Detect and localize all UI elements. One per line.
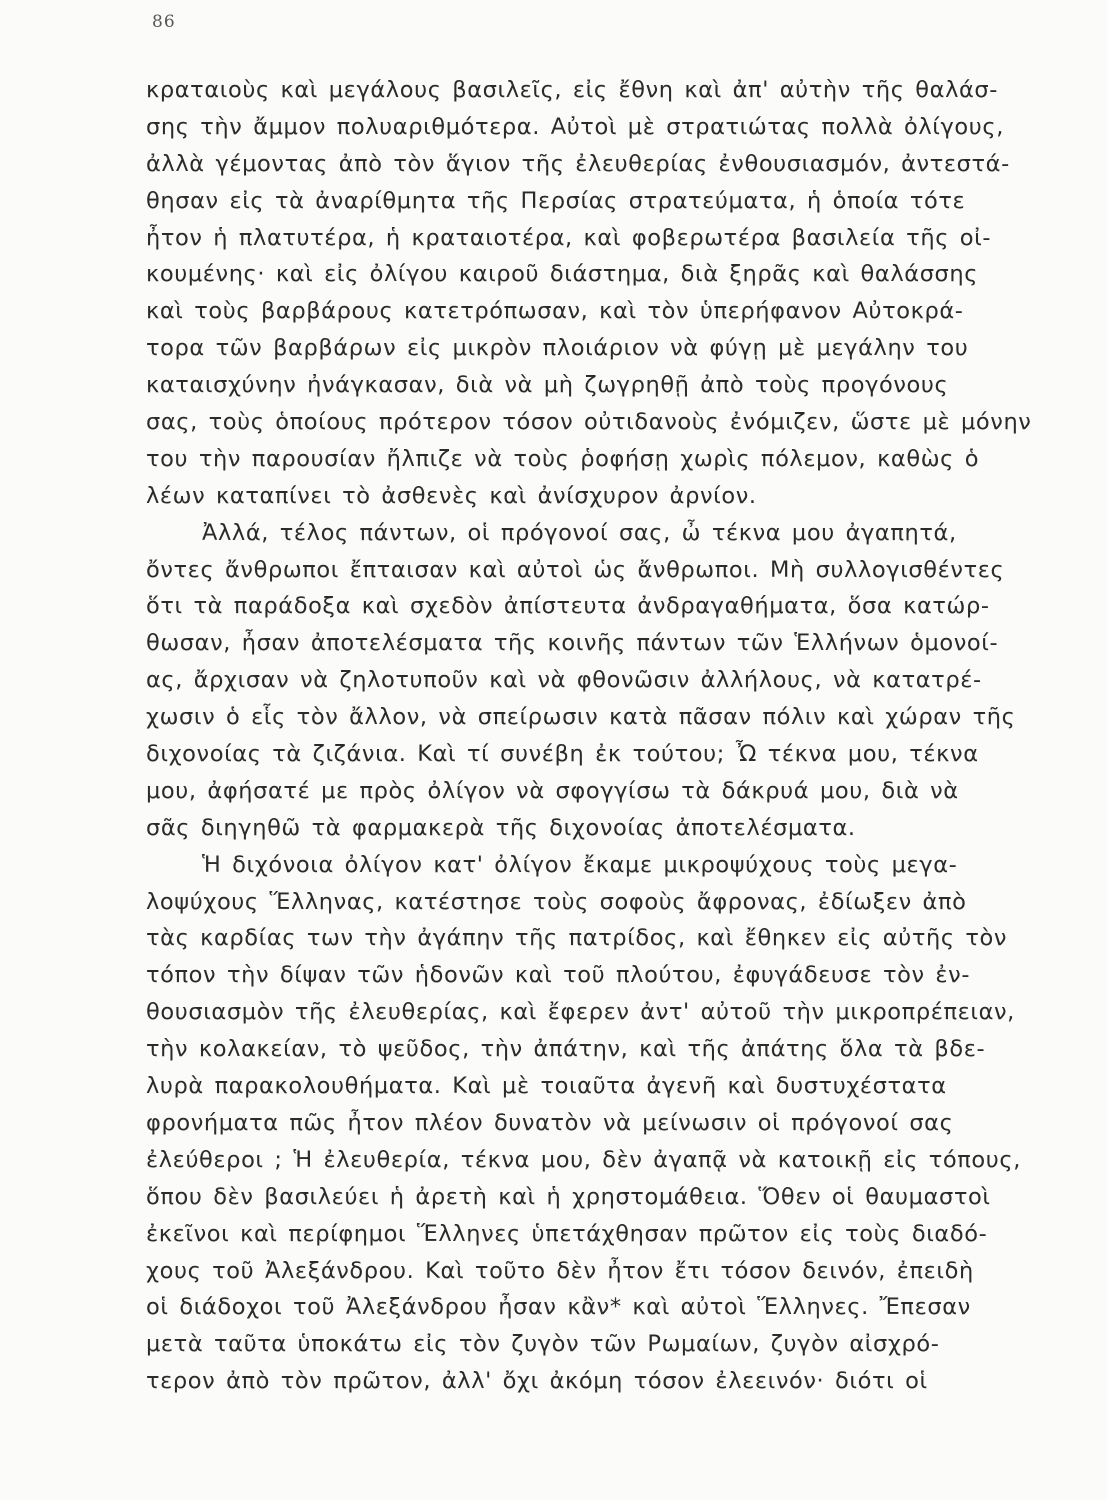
text-line: χους τοῦ Ἀλεξάνδρου. Καὶ τοῦτο δὲν ἦτον ἔτι τόσον δεινόν, ἐπειδὴ	[146, 1257, 974, 1284]
text-line: ἐκεῖνοι καὶ περίφημοι Ἕλληνες ὑπετάχθησαν πρῶτον εἰς τοὺς διαδό-	[146, 1220, 988, 1247]
text-line: σας, τοὺς ὁποίους πρότερον τόσον οὐτιδανοὺς ἐνόμιζεν, ὥστε μὲ μόνην	[146, 409, 1032, 436]
text-line: χωσιν ὁ εἷς τὸν ἄλλον, νὰ σπείρωσιν κατὰ πᾶσαν πόλιν καὶ χώραν τῆς	[146, 704, 1016, 731]
text-line: φρονήματα πῶς ἦτον πλέον δυνατὸν νὰ μείνωσιν οἱ πρόγονοί σας	[146, 1109, 954, 1136]
text-line: ἐλεύθεροι ; Ἡ ἐλευθερία, τέκνα μου, δὲν ἀγαπᾷ νὰ κατοικῇ εἰς τόπους,	[146, 1146, 1021, 1173]
text-line: ὄντες ἄνθρωποι ἔπταισαν καὶ αὐτοὶ ὡς ἄνθρωποι. Μὴ συλλογισθέντες	[146, 556, 1005, 583]
text-line: κουμένης· καὶ εἰς ὀλίγου καιροῦ διάστημα, διὰ ξηρᾶς καὶ θαλάσσης	[146, 261, 979, 288]
text-line: σᾶς διηγηθῶ τὰ φαρμακερὰ τῆς διχονοίας ἀποτελέσματα.	[146, 814, 856, 841]
text-line: τόπον τὴν δίψαν τῶν ἡδονῶν καὶ τοῦ πλούτου, ἐφυγάδευσε τὸν ἐν-	[146, 962, 971, 989]
text-line: ὅτι τὰ παράδοξα καὶ σχεδὸν ἀπίστευτα ἀνδραγαθήματα, ὅσα κατώρ-	[146, 593, 990, 620]
paragraph-start-line: Ἀλλά, τέλος πάντων, οἱ πρόγονοί σας, ὦ τέκνα μου ἀγαπητά,	[202, 519, 957, 546]
text-line: τερον ἀπὸ τὸν πρῶτον, ἀλλ' ὄχι ἀκόμη τόσον ἐλεεινόν· διότι οἱ	[146, 1368, 928, 1395]
text-line: διχονοίας τὰ ζιζάνια. Καὶ τί συνέβη ἐκ τούτου; Ὦ τέκνα μου, τέκνα	[146, 741, 979, 768]
text-line: ὅπου δὲν βασιλεύει ἡ ἀρετὴ καὶ ἡ χρηστομάθεια. Ὅθεν οἱ θαυμαστοὶ	[146, 1183, 991, 1210]
text-line: θωσαν, ἦσαν ἀποτελέσματα τῆς κοινῆς πάντων τῶν Ἑλλήνων ὁμονοί-	[146, 630, 999, 657]
text-line: μου, ἀφήσατέ με πρὸς ὀλίγον νὰ σφογγίσω τὰ δάκρυά μου, διὰ νὰ	[146, 777, 959, 804]
text-line: λυρὰ παρακολουθήματα. Καὶ μὲ τοιαῦτα ἀγενῆ καὶ δυστυχέστατα	[146, 1073, 947, 1100]
text-line: λέων καταπίνει τὸ ἀσθενὲς καὶ ἀνίσχυρον ἀρνίον.	[146, 482, 757, 509]
text-line: θησαν εἰς τὰ ἀναρίθμητα τῆς Περσίας στρατεύματα, ἡ ὁποία τότε	[146, 187, 966, 214]
text-line: οἱ διάδοχοι τοῦ Ἀλεξάνδρου ἦσαν κἂν* καὶ αὐτοὶ Ἕλληνες. Ἔπεσαν	[146, 1294, 971, 1321]
text-line: ἀλλὰ γέμοντας ἀπὸ τὸν ἅγιον τῆς ἐλευθερίας ἐνθουσιασμόν, ἀντεστά-	[146, 150, 1010, 177]
text-line: κραταιοὺς καὶ μεγάλους βασιλεῖς, εἰς ἔθνη καὶ ἀπ' αὐτὴν τῆς θαλάσ-	[146, 77, 998, 103]
body-text	[146, 72, 1036, 1400]
text-line: λοψύχους Ἕλληνας, κατέστησε τοὺς σοφοὺς ἄφρονας, ἐδίωξεν ἀπὸ	[146, 888, 967, 915]
text-line: μετὰ ταῦτα ὑποκάτω εἰς τὸν ζυγὸν τῶν Ρωμαίων, ζυγὸν αἰσχρό-	[146, 1331, 940, 1358]
text-line: ἦτον ἡ πλατυτέρα, ἡ κραταιοτέρα, καὶ φοβερωτέρα βασιλεία τῆς οἰ-	[146, 224, 992, 251]
text-line: του τὴν παρουσίαν ἤλπιζε νὰ τοὺς ῥοφήσῃ χωρὶς πόλεμον, καθὼς ὁ	[146, 445, 980, 472]
text-line: σης τὴν ἄμμον πολυαριθμότερα. Αὐτοὶ μὲ στρατιώτας πολλὰ ὀλίγους,	[146, 113, 1004, 140]
page-number: 86	[152, 12, 176, 32]
text-line: τορα τῶν βαρβάρων εἰς μικρὸν πλοιάριον νὰ φύγῃ μὲ μεγάλην του	[146, 335, 969, 362]
text-line: τὴν κολακείαν, τὸ ψεῦδος, τὴν ἀπάτην, καὶ τῆς ἀπάτης ὅλα τὰ βδε-	[146, 1036, 986, 1063]
text-line: καὶ τοὺς βαρβάρους κατετρόπωσαν, καὶ τὸν ὑπερήφανον Αὐτοκρά-	[146, 298, 964, 325]
text-line: τὰς καρδίας των τὴν ἀγάπην τῆς πατρίδος, καὶ ἔθηκεν εἰς αὐτῆς τὸν	[146, 925, 1008, 952]
text-line: θουσιασμὸν τῆς ἐλευθερίας, καὶ ἔφερεν ἀντ' αὐτοῦ τὴν μικροπρέπειαν,	[146, 999, 1015, 1026]
paragraph-start-line: Ἡ διχόνοια ὀλίγον κατ' ὀλίγον ἔκαμε μικροψύχους τοὺς μεγα-	[202, 851, 958, 878]
text-line: καταισχύνην ἠνάγκασαν, διὰ νὰ μὴ ζωγρηθῇ ἀπὸ τοὺς προγόνους	[146, 372, 949, 399]
text-line: ας, ἄρχισαν νὰ ζηλοτυποῦν καὶ νὰ φθονῶσιν ἀλλήλους, νὰ κατατρέ-	[146, 667, 982, 694]
